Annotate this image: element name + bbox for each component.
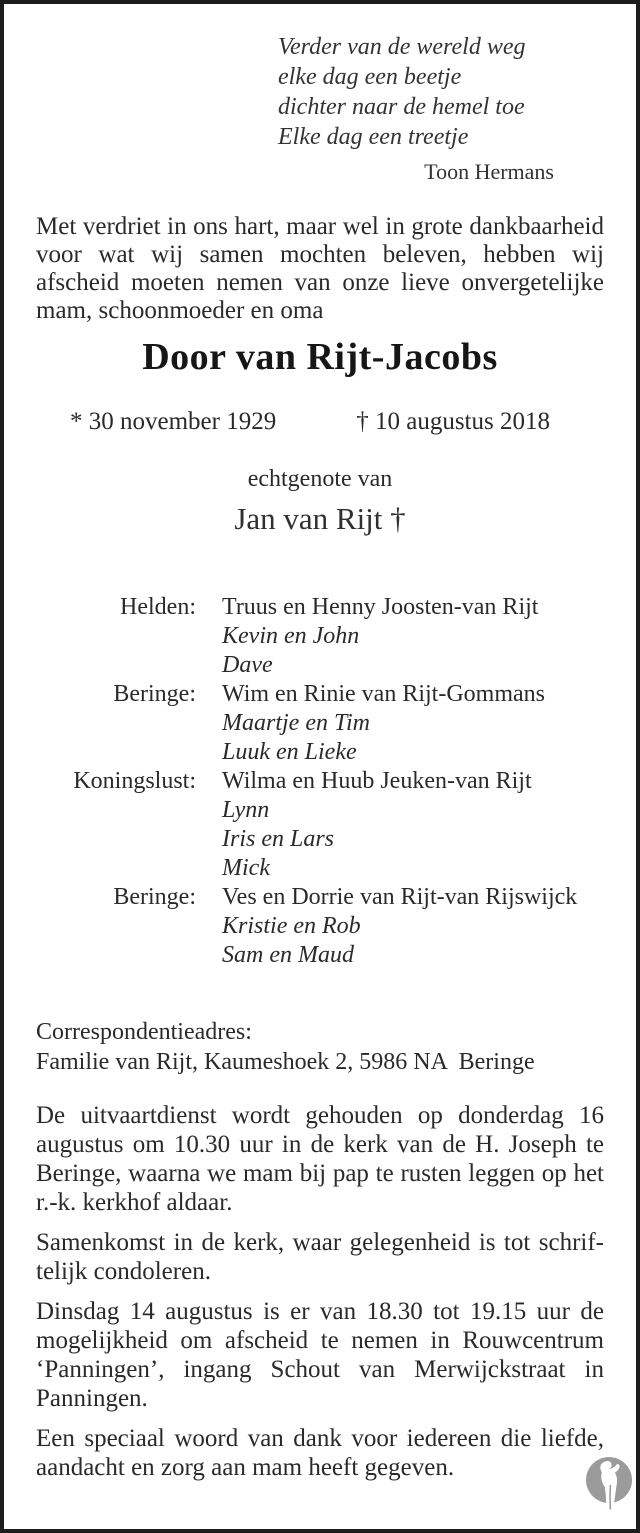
family-place: Beringe:	[113, 884, 196, 910]
family-place: Beringe:	[113, 681, 196, 707]
poem-line: Elke dag een treetje	[278, 124, 469, 150]
spouse-name: Jan van Rijt †	[234, 501, 406, 536]
thanks-paragraph: Een speciaal woord van dank voor iedereen die liefde, aandacht en zorg aan mam heeft gegeven.	[36, 1425, 604, 1481]
family-child: Kevin en John	[222, 623, 360, 649]
intro-paragraph: Met verdriet in ons hart, maar wel in grote dankbaarheid voor wat wij samen mochten beleven, hebben wij afscheid moeten nemen van onze lieve onvergetelijke mam, schoonmoeder en oma	[36, 213, 604, 324]
deceased-name: Door van Rijt-Jacobs	[142, 336, 498, 378]
poem-line: Verder van de wereld weg	[278, 34, 526, 60]
visitation-paragraph: Dinsdag 14 augustus is er van 18.30 tot 19.15 uur de mogelijkheid om afscheid te nemen in Rouwcentrum ‘Panningen’, ingang Schout van Merwijckstraat in Panningen.	[36, 1298, 604, 1412]
birth-date: * 30 november 1929	[70, 408, 277, 435]
spouse-label: echtgenote van	[247, 466, 393, 492]
condolence-paragraph: Samenkomst in de kerk, waar gelegenheid is tot schriftelijk condoleren.	[36, 1229, 604, 1285]
poem-line: dichter naar de hemel toe	[278, 94, 525, 120]
family-child: Mick	[222, 855, 270, 881]
correspondence-label: Correspondentieadres:	[36, 1019, 252, 1045]
family-name: Ves en Dorrie van Rijt-van Rijswijck	[222, 884, 578, 910]
family-list	[36, 593, 604, 970]
family-child: Dave	[222, 652, 273, 678]
family-group	[36, 593, 604, 680]
family-child: Luuk en Lieke	[222, 739, 357, 765]
family-name: Truus en Henny Joosten-van Rijt	[222, 594, 539, 620]
family-group	[36, 767, 604, 883]
family-child: Sam en Maud	[222, 942, 354, 968]
poem-attribution: Toon Hermans	[424, 159, 554, 184]
poem	[278, 32, 554, 187]
family-group	[36, 883, 604, 970]
family-name: Wilma en Huub Jeuken-van Rijt	[222, 768, 532, 794]
correspondence-block	[36, 1017, 604, 1077]
death-date: † 10 augustus 2018	[356, 408, 550, 435]
family-group	[36, 680, 604, 767]
family-place: Helden:	[120, 594, 196, 620]
family-child: Lynn	[222, 797, 270, 823]
family-place: Koningslust:	[73, 768, 196, 794]
family-child: Iris en Lars	[222, 826, 335, 852]
poem-line: elke dag een beetje	[278, 64, 462, 90]
family-child: Maartje en Tim	[222, 710, 370, 736]
life-dates	[36, 407, 604, 437]
family-child: Kristie en Rob	[222, 913, 361, 939]
funeral-home-logo-icon	[585, 1455, 633, 1513]
service-paragraph: De uitvaartdienst wordt gehouden op donderdag 16 augustus om 10.30 uur in de kerk van de H. Joseph te Beringe, waarna we mam bij pap te rusten leggen op het r.-k. kerkhof aldaar.	[36, 1102, 604, 1216]
family-name: Wim en Rinie van Rijt-Gommans	[222, 681, 545, 707]
correspondence-address: Familie van Rijt, Kaumeshoek 2, 5986 NA Beringe	[36, 1049, 535, 1075]
